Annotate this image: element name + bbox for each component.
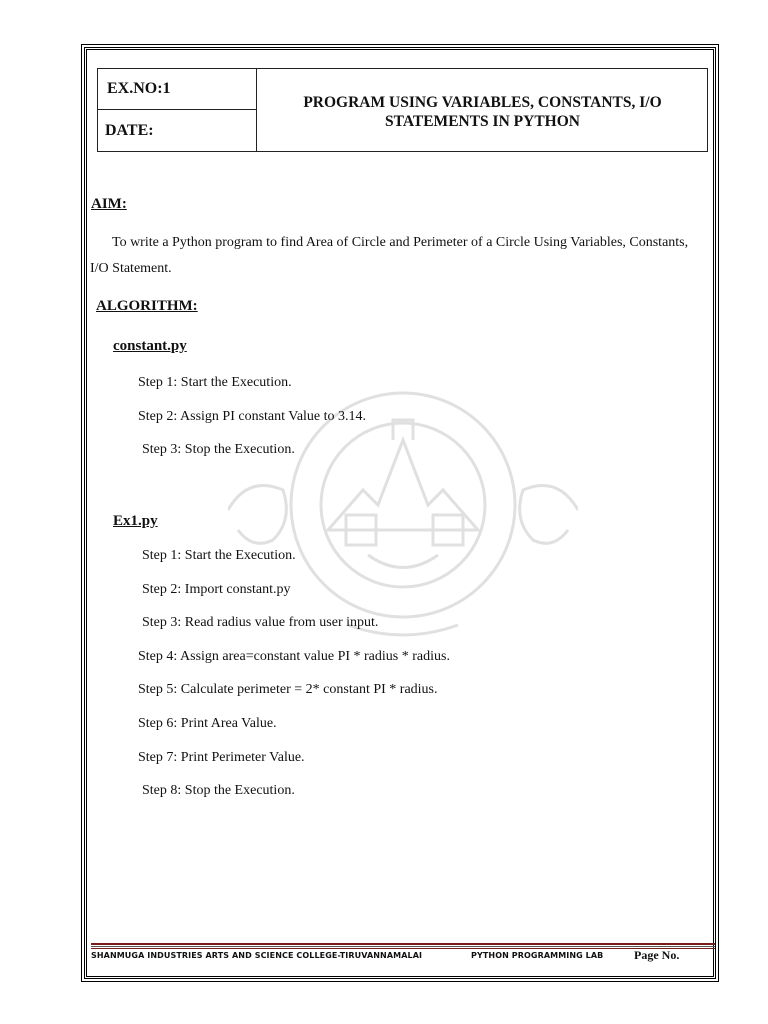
aim-text xyxy=(90,230,710,282)
footer-college-name: SHANMUGA INDUSTRIES ARTS AND SCIENCE COLLEGE-TIRUVANNAMALAI xyxy=(91,951,423,960)
program-title: PROGRAM USING VARIABLES, CONSTANTS, I/O STATEMENTS IN PYTHON xyxy=(303,94,662,130)
exercise-date: DATE: xyxy=(105,122,154,139)
aim-text-content: To write a Python program to find Area of Circle and Perimeter of a Circle Using Variables, Constants, I/O Statement. xyxy=(90,235,689,276)
ex1-step-1: Step 1: Start the Execution. xyxy=(142,548,296,563)
ex1-step-6: Step 6: Print Area Value. xyxy=(138,716,277,731)
ex1-step-2: Step 2: Import constant.py xyxy=(142,582,291,597)
footer-rule-top xyxy=(91,943,715,945)
ex1-step-4: Step 4: Assign area=constant value PI * radius * radius. xyxy=(138,649,450,664)
exercise-number: EX.NO:1 xyxy=(98,69,256,110)
constant-step-3: Step 3: Stop the Execution. xyxy=(142,442,295,457)
ex1-step-8: Step 8: Stop the Execution. xyxy=(142,783,295,798)
footer-page-number: Page No. xyxy=(634,948,680,962)
algorithm-heading: ALGORITHM: xyxy=(96,298,198,314)
ex1-py-heading: Ex1.py xyxy=(113,513,158,529)
header-table xyxy=(97,68,708,152)
footer-lab-name: PYTHON PROGRAMMING LAB xyxy=(471,951,604,960)
footer-rule-bottom xyxy=(91,948,715,949)
ex1-step-7: Step 7: Print Perimeter Value. xyxy=(138,750,305,765)
header-left-column xyxy=(98,69,257,151)
footer-rule-middle xyxy=(91,946,715,947)
aim-heading: AIM: xyxy=(91,196,127,212)
ex1-step-3: Step 3: Read radius value from user input. xyxy=(142,615,379,630)
constant-step-2: Step 2: Assign PI constant Value to 3.14. xyxy=(138,409,367,424)
constant-step-1: Step 1: Start the Execution. xyxy=(138,375,292,390)
ex1-step-5: Step 5: Calculate perimeter = 2* constant PI * radius. xyxy=(138,682,438,697)
constant-py-heading: constant.py xyxy=(113,338,187,354)
